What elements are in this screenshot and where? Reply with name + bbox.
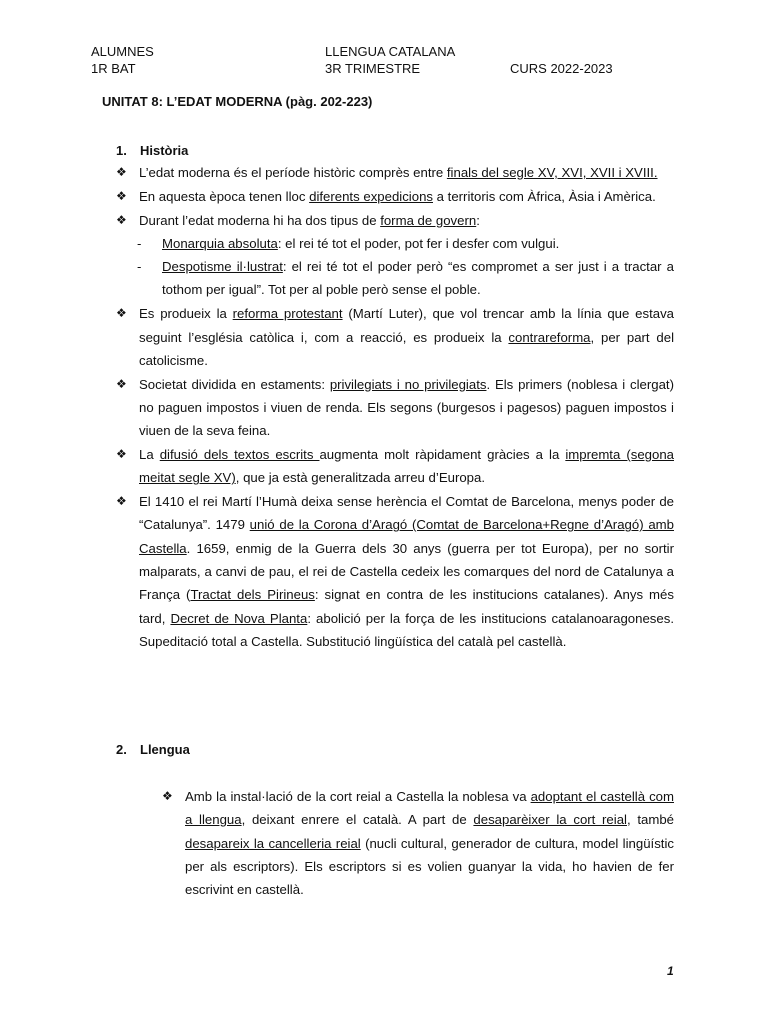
text: . 1659, enmig de la Guerra dels 30 anys (guerra per tot Europa), per no sortir malparats, a canvi de pau, el rei de Castella cedeix les comarques del nord de Catalunya a França ( [139,540,674,603]
list-item [162,785,674,901]
text: L’edat moderna és el període històric comprès entre [139,165,447,180]
bullet-icon: ❖ [116,494,127,509]
underlined-text: contrareforma [508,329,591,345]
underlined-text: privilegiats i no privilegiats [329,376,487,392]
bullet-icon: ❖ [116,376,127,391]
header-term: 3R TRIMESTRE [325,61,421,76]
bullet-icon: ❖ [116,212,127,227]
text: : [476,212,480,228]
bullet-icon: ❖ [162,789,173,803]
sub-list-item [116,232,674,255]
header-school-year: CURS 2022-2023 [510,61,613,76]
sub-list [116,232,674,302]
text: En aquesta època tenen lloc [139,188,310,204]
bullet-icon: ❖ [116,165,127,179]
section-1-title: Història [140,143,189,158]
bullet-icon: ❖ [116,306,127,321]
text: Amb la instal·lació de la cort reial a Castella la noblesa va [185,789,531,804]
list-item [116,161,674,184]
header-students: ALUMNES [91,44,154,59]
text: (Martí Luter), que vol trencar amb la línia que estava seguint l’església catòlica i, com a reacció, es produeix la [139,306,674,345]
text: , per part del catolicisme. [139,329,675,368]
underlined-text: Monarquia absoluta [162,235,278,251]
section-2-number: 2. [116,742,127,757]
text: : el rei té tot el poder però “es compromet a ser just i a tractar a tothom per igual”. Tot per al poble però sense el poble. [162,259,674,298]
text: Societat dividida en estaments: [139,376,330,392]
underlined-text: diferents expedicions [309,188,433,204]
text: : signat en contra de les institucions catalanes). Anys més tard, [139,587,674,626]
underlined-text: impremta (segona meitat segle XV) [139,447,674,486]
dash-icon: - [137,259,142,275]
text: , també [626,812,674,828]
text: (nucli cultural, generador de cultura, model lingüístic per als escriptors). Els escriptors si es volien guanyar la vida, ho havien de fer escrivint en castellà. [185,835,674,898]
text: El 1410 el rei Martí l’Humà deixa sense herència el Comtat de Barcelona, menys poder de “Catalunya”. 1479 [139,494,674,533]
underlined-text: forma de govern [380,212,477,228]
underlined-text: Despotisme il·lustrat [162,259,283,275]
unit-title: UNITAT 8: L’EDAT MODERNA (pàg. 202-223) [102,94,373,109]
list-item [116,302,674,372]
text: : abolició per la força de les institucions catalanoaragoneses. Supeditació total a Castella. Substitució lingüística del català pel castellà. [139,610,674,649]
text: La [139,447,160,463]
section-2-heading [116,742,190,757]
section-1-heading [116,143,188,158]
text: Durant l’edat moderna hi ha dos tipus de [139,212,381,228]
underlined-text: Tractat dels Pirineus [190,587,315,603]
underlined-text: finals del segle XV, XVI, XVII i XVIII. [446,165,658,180]
underlined-text: adoptant el castellà com a llengua [185,789,674,828]
list-item [116,209,674,302]
text: Es produeix la [139,306,233,322]
text: , deixant enrere el català. A part de [241,812,474,828]
underlined-text: desapareix la cancelleria reial [185,835,361,851]
list-item [116,185,674,208]
bullet-icon: ❖ [116,188,127,203]
list-item [116,443,674,490]
underlined-text: desaparèixer la cort reial [473,812,627,828]
text: a territoris com Àfrica, Àsia i Amèrica. [433,188,656,204]
dash-icon: - [137,235,142,251]
sub-list-item [116,255,674,302]
section-2-title: Llengua [140,742,190,757]
underlined-text: reforma protestant [232,306,343,322]
header-subject: LLENGUA CATALANA [325,44,456,59]
underlined-text: unió de la Corona d’Aragó (Comtat de Barcelona+Regne d’Aragó) amb Castella [139,517,674,556]
underlined-text: difusió dels textos escrits [159,447,320,463]
text: . Els primers (noblesa i clergat) no paguen impostos i viuen de renda. Els segons (burgesos i pagesos) paguen impostos i viuen de la seva feina. [139,376,674,439]
section-1-number: 1. [116,143,127,158]
bullet-icon: ❖ [116,447,127,462]
text: : el rei té tot el poder, pot fer i desfer com vulgui. [277,235,560,251]
text: , que ja està generalitzada arreu d’Europa. [235,470,486,486]
section-1-list [116,161,674,654]
section-2-list [162,785,674,902]
page-number: 1 [667,964,674,978]
header-course-level: 1R BAT [91,61,136,76]
list-item [116,490,674,653]
underlined-text: Decret de Nova Planta [170,610,308,626]
list-item [116,373,674,443]
text: augmenta molt ràpidament gràcies a la [319,447,566,463]
